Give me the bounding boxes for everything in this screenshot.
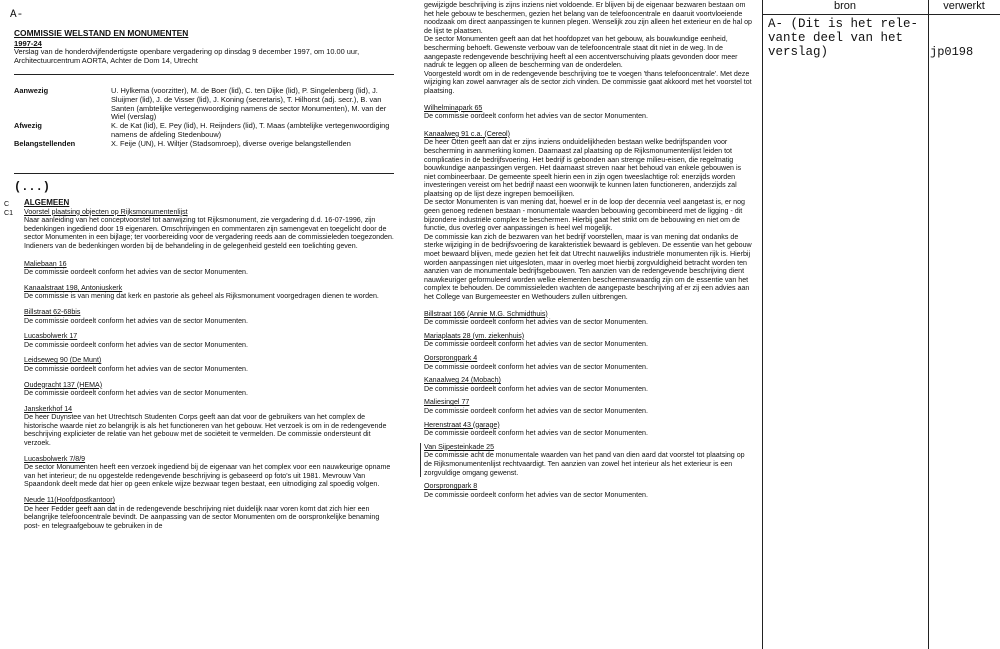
ellipsis-mark: (...) [14,180,51,194]
bron-note-line: A- (Dit is het rele- [768,17,919,31]
item-text: De heer Fedder geeft aan dat in de redengevende beschrijving niet duidelijk naar voren komt dat zich hier een belangrijke telefooncentrale bevindt. De aanpassing van de sector Monumenten om de oorspronkelijke benaming post- en telegraafgebouw te gebruiken in de [24,504,380,530]
paragraph: Voorgesteld wordt om in de redengevende beschrijving toe te voegen 'thans telefooncentrale'. Met deze wijziging kan zowel aanvrager als de sector zich vinden. De commissie gaat akkoord met het voorstel tot plaatsing. [424,69,752,95]
section-heading: ALGEMEEN [24,198,70,207]
item-title: Wilhelminapark 65 [424,103,483,112]
paragraph: De sector Monumenten is van mening dat, hoewel er in de loop der decennia veel aangetast is, er nog geen genoeg redenen bestaan - monumentale waarden bebouwing gecombineerd met de ligging - dit bijzondere industriële complex te beschermen. Hierbij gaat het strikt om de bebouwing en niet om de functie, dus overleg over aanpassingen is heel wel mogelijk. [424,198,745,233]
corner-mark: A- [10,9,24,21]
item-text: De commissie oordeelt conform het advies van de sector Monumenten. [424,429,648,438]
margin-code-c1: C1 [4,208,14,217]
item-title: Oudegracht 137 (HEMA) [24,380,103,389]
middle-column [424,1,754,504]
item-title: Leidseweg 90 (De Munt) [24,356,102,365]
item-title: Oorsprongpark 8 [424,482,478,491]
list-item [424,398,754,415]
item-title: Van Sijpesteinkade 25 [424,442,495,451]
item-text: De commissie oordeelt conform het advies van de sector Monumenten. [24,364,248,373]
item-title: Maliebaan 16 [24,259,67,268]
verwerkt-code: jp0198 [930,45,974,59]
attendance-present [14,87,394,122]
item-title: Oorsprongpark 4 [424,353,478,362]
item-text: De commissie oordeelt conform het advies van de sector Monumenten. [424,362,648,371]
table-left-border [762,0,763,649]
list-item [24,405,394,448]
list-item [24,455,394,489]
document-number: 1997-24 [14,39,42,48]
item-text: De commissie oordeelt conform het advies van de sector Monumenten. [24,316,248,325]
list-item [424,482,754,499]
attendance-block [14,87,394,149]
margin-code-c: C [4,200,10,208]
list-item [24,332,394,349]
attendance-value: X. Feije (UN), H. Wiltjer (Stadsomroep), diverse overige belangstellenden [111,138,351,148]
attendance-absent [14,122,394,140]
item-text: De commissie oordeelt conform het advies van de sector Monumenten. [424,112,648,121]
list-item [424,332,754,349]
item-text: De commissie oordeelt conform het advies van de sector Monumenten. [424,318,648,327]
divider-middle [14,173,394,174]
bron-note-line: verslag) [768,45,829,59]
item-title: Billstraat 166 (Annie M.G. Schmidthuis) [424,309,548,318]
list-item [24,308,394,325]
list-item [424,104,754,121]
item-title: Janskerkhof 14 [24,404,73,413]
general-text: Naar aanleiding van het conceptvoorstel tot aanwijzing tot Rijksmonument, zie vergadering d.d. 16-07-1996, zijn bedenkingen ingediend door 19 eigenaren. Omschrijvingen en commentaren zijn samengevat en toegelicht door de sector Monumenten in een bijlage; ter voorbereiding voor de vergadering reeds aan de commissieleden toegezonden. Indieners van de bedenkingen worden bij de behandeling in de gelegenheid gesteld een toelichting geven. [24,216,394,250]
list-item [24,381,394,398]
header-verwerkt: verwerkt [943,0,985,12]
list-item [24,496,394,530]
item-text: De commissie oordeelt conform het advies van de sector Monumenten. [24,268,248,277]
kanaalweg-title: Kanaalweg 91 c.a. (Cereol) [424,129,510,138]
list-item [24,356,394,373]
list-item [424,376,754,393]
item-title: Billstraat 62-68bis [24,307,81,316]
attendance-label: Belangstellenden [14,138,76,148]
item-title: Neude 11(Hoofdpostkantoor) [24,496,115,505]
left-items [24,199,394,530]
bron-note [768,17,928,59]
item-text: De commissie is van mening dat kerk en pastorie als geheel als Rijksmonument voorgedragen dienen te worden. [24,292,379,301]
attendance-label: Aanwezig [14,86,49,95]
left-column [14,28,394,66]
item-text: De sector Monumenten heeft een verzoek ingediend bij de eigenaar van het complex voor een nauwkeurige opname van het interieur; de nu opgestelde redengevende beschrijving is gebaseerd op foto's uit 1981. Mevrouw Van Spaandonk deelt mede dat hier op geen enkele wijze bezwaar tegen bestaat, een uitnodiging zal spoedig volgen. [24,463,391,489]
item-text: De commissie oordeelt conform het advies van de sector Monumenten. [424,340,648,349]
item-title: Lucasbolwerk 7/8/9 [24,454,86,463]
meeting-intro: Verslag van de honderdvijfendertigste openbare vergadering op dinsdag 9 december 1997, om 10.00 uur, Architectuurcentrum AORTA, Achter de Dom 14, Utrecht [14,47,360,65]
bron-note-line: vante deel van het [768,31,904,45]
table-header-line [762,14,1000,15]
paragraph: De commissie kan zich de bezwaren van het bedrijf voorstellen, maar is van mening dat ondanks de sterke wijziging in de bedrijfsvoering de karakteristiek bewaard is gebleven. De essentie van het gebouw moet bewaard blijven, mede gezien het feit dat Utrecht nauwelijks industriële monumenten rijk is. Hierbij worden aanpassingen niet uitgesloten, maar in overleg moet hierbij zorgvuldigheid betracht worden ten aanzien van de monumentale bedrijfsgebouwen. Ten aanzien van de redengevende beschrijving dient nauwkeuriger geformuleerd worden welke elementen beschermenswaardig zijn om de essentie van het complex te behouden. De commissieleden wachten de aangepaste beschrijving af er zij een advies aan het College van Burgemeester en Wethouders zullen uitbrengen. [424,232,752,301]
attendance-visitors [14,140,394,149]
item-text: De commissie oordeelt conform het advies van de sector Monumenten. [24,340,248,349]
general-title: Voorstel plaatsing objecten op Rijksmonumentenlijst [24,207,188,216]
commission-title: COMMISSIE WELSTAND EN MONUMENTEN [14,28,189,38]
divider-top [14,74,394,75]
item-title: Kanaalweg 24 (Mobach) [424,376,501,385]
list-item [424,310,754,327]
item-text: De commissie oordeelt conform het advies van de sector Monumenten. [424,490,648,499]
item-title: Lucasbolwerk 17 [24,332,78,341]
list-item [424,421,754,438]
item-text: De commissie oordeelt conform het advies van de sector Monumenten. [24,389,248,398]
item-text: De commissie oordeelt conform het advies van de sector Monumenten. [424,406,648,415]
list-item [424,354,754,371]
attendance-value: K. de Kat (lid), E. Pey (lid), H. Reijnders (lid), T. Maas (ambtelijke vertegenwoordiging namens de afdeling Stedenbouw) [111,121,390,139]
item-title: Mariaplaats 28 (vm. ziekenhuis) [424,331,525,340]
item-text: De heer Duynstee van het Utrechtsch Studenten Corps geeft aan dat voor de gebruikers van het complex de historische waarde niet zo belangrijk is als het functioneren van het gebouw. Het verzoek is om in de redengevende beschrijving explicieter de relatie van het gebouw met de sociëteit te vermelden. De commissie ondersteunt dit verzoek. [24,413,387,448]
list-item [420,443,754,477]
attendance-value: U. Hylkema (voorzitter), M. de Boer (lid), C. ten Dijke (lid), P. Singelenberg (lid), J. Sluijmer (lid), J. de Visser (lid), J. Koning (secretaris), T. Hilhorst (adj. secr.), B. van Santen (ambtelijke vertegenwoordiging namens de sector Monumenten), M. van der Wiel (verslag) [111,86,387,122]
item-text: De commissie oordeelt conform het advies van de sector Monumenten. [424,384,648,393]
item-text: De commissie acht de monumentale waarden van het pand van dien aard dat voorstel tot plaatsing op de Rijksmonumentenlijst rechtvaardigt. Ten aanzien van zowel het interieur als het exterieur is een zorgvuldige omgang gewenst. [424,451,745,477]
list-item [24,260,394,277]
header-bron: bron [833,0,857,12]
paragraph: De heer Otten geeft aan dat er zijns inziens onduidelijkheden bestaan welke bedrijfspanden voor bescherming in aanmerking komen. Daarnaast zal plaatsing op de Rijksmonumentenlijst leiden tot complicaties in de bedrijfsvoering. Het bedrijf is gebonden aan strenge milieu-eisen, die regelmatig bouwkundige aanpassingen vergen. Het daarnaast streven naar het behoud van enkele gebouwen is niet combineerbaar. De gemeente speelt hierin een in zijn ogen tweeslachtige rol: enerzijds worden investeringen vereist om het bedrijf naast een woonwijk te kunnen laten functioneren, anderzijds zal plaatsing op de lijst deze ingrepen bemoeilijken. [424,138,742,198]
margin-codes [4,200,13,217]
paragraph: De sector Monumenten geeft aan dat het hoofdopzet van het gebouw, als bouwkundige eenheid, bescherming behoeft. Gewenste verbouw van de telefooncentrale staat dit niet in de weg. In de aangepaste redengevende beschrijving heeft al een accentverschuiving plaats gevonden door meer nadruk te leggen op alleen de bescherming van de onderdelen. [424,35,738,70]
item-title: Kanaalstraat 198, Antoniuskerk [24,283,123,292]
attendance-label: Afwezig [14,121,42,131]
table-column-divider [928,0,929,649]
item-title: Herenstraat 43 (garage) [424,420,500,429]
item-title: Maliesingel 77 [424,398,470,407]
list-item [24,284,394,301]
paragraph: gewijzigde beschrijving is zijns inziens niet voldoende. Er blijven bij de eigenaar bezwaren bestaan om het hele gebouw te beschermen, gezien het belang van de telefooncentrale en daaruit voortvloeiende noodzaak om direct aanpassingen te kunnen plegen. Wenselijk zou zijn alleen het exterieur en de hal op de lijst te plaatsen. [424,1,752,35]
